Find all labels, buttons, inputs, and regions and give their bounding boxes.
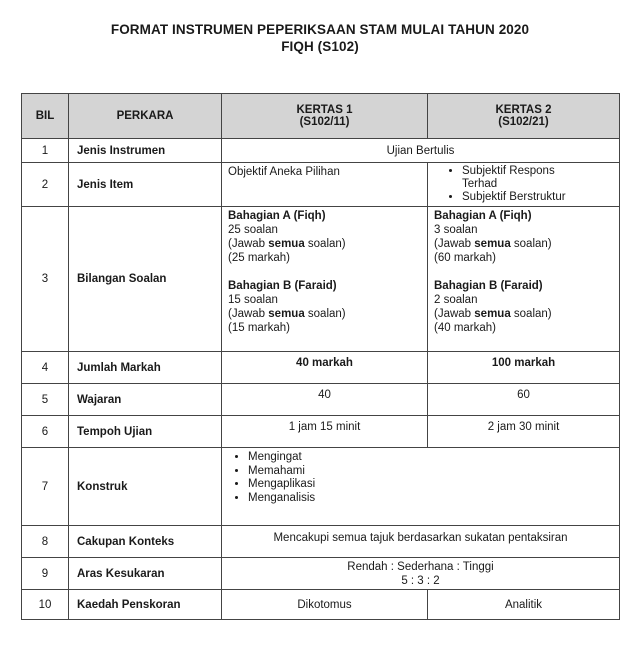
tempoh-ujian-kertas-2: 2 jam 30 minit	[428, 416, 620, 448]
jumlah-markah-kertas-2: 100 markah	[428, 352, 620, 384]
row-label: Wajaran	[69, 384, 222, 416]
row-label: Aras Kesukaran	[69, 558, 222, 590]
table-row	[22, 139, 620, 163]
row-number: 2	[22, 163, 69, 207]
row-label: Konstruk	[69, 448, 222, 526]
list-item: • Subjektif Berstruktur	[462, 191, 613, 204]
table-row	[22, 352, 620, 384]
row-label: Jenis Instrumen	[69, 139, 222, 163]
header-kertas-2-label: KERTAS 2	[495, 104, 552, 116]
answer-instruction: (Jawab semua soalan)	[434, 238, 552, 250]
row-label: Jumlah Markah	[69, 352, 222, 384]
table-row	[22, 448, 620, 526]
question-count: 3 soalan	[434, 224, 478, 236]
header-kertas-1-label: KERTAS 1	[296, 104, 353, 116]
row-number: 7	[22, 448, 69, 526]
tempoh-ujian-kertas-1: 1 jam 15 minit	[222, 416, 428, 448]
list-item: • Memahami	[248, 465, 613, 479]
answer-instruction: (Jawab semua soalan)	[434, 308, 552, 320]
difficulty-levels: Rendah : Sederhana : Tinggi	[347, 560, 494, 573]
table-row	[22, 416, 620, 448]
konstruk-list	[228, 451, 613, 505]
section-title: Bahagian A (Fiqh)	[434, 210, 532, 222]
bilangan-soalan-kertas-1	[222, 207, 428, 352]
jenis-item-list	[434, 165, 613, 204]
wajaran-kertas-2: 60	[428, 384, 620, 416]
table-row	[22, 590, 620, 620]
bilangan-soalan-kertas-2	[428, 207, 620, 352]
row-number: 3	[22, 207, 69, 352]
header-bil: BIL	[22, 94, 69, 139]
row-number: 1	[22, 139, 69, 163]
question-count: 2 soalan	[434, 294, 478, 306]
section-title: Bahagian A (Fiqh)	[228, 210, 326, 222]
row-number: 4	[22, 352, 69, 384]
header-kertas-2-code: (S102/21)	[498, 116, 549, 128]
row-label: Jenis Item	[69, 163, 222, 207]
header-kertas-2	[428, 94, 620, 139]
jenis-item-kertas-1: Objektif Aneka Pilihan	[222, 163, 428, 207]
header-kertas-1-code: (S102/11)	[299, 116, 350, 128]
section-marks: (60 markah)	[434, 252, 496, 264]
kaedah-penskoran-kertas-1: Dikotomus	[222, 590, 428, 620]
answer-instruction: (Jawab semua soalan)	[228, 238, 346, 250]
row-label: Tempoh Ujian	[69, 416, 222, 448]
row-number: 8	[22, 526, 69, 558]
list-item: • Mengingat	[248, 451, 613, 465]
row-label: Kaedah Penskoran	[69, 590, 222, 620]
answer-instruction: (Jawab semua soalan)	[228, 308, 346, 320]
wajaran-kertas-1: 40	[222, 384, 428, 416]
table-row	[22, 558, 620, 590]
table-header-row	[22, 94, 620, 139]
question-count: 25 soalan	[228, 224, 278, 236]
konstruk-value	[222, 448, 620, 526]
exam-format-table	[21, 93, 620, 620]
section-marks: (40 markah)	[434, 322, 496, 334]
table-row	[22, 526, 620, 558]
section-marks: (25 markah)	[228, 252, 290, 264]
header-kertas-1	[222, 94, 428, 139]
row-number: 9	[22, 558, 69, 590]
table-row	[22, 163, 620, 207]
difficulty-ratio: 5 : 3 : 2	[401, 574, 440, 587]
jenis-instrumen-value: Ujian Bertulis	[222, 139, 620, 163]
table-row	[22, 384, 620, 416]
row-label: Bilangan Soalan	[69, 207, 222, 352]
kaedah-penskoran-kertas-2: Analitik	[428, 590, 620, 620]
aras-kesukaran-value	[222, 558, 620, 590]
row-number: 5	[22, 384, 69, 416]
header-perkara: PERKARA	[69, 94, 222, 139]
row-label: Cakupan Konteks	[69, 526, 222, 558]
section-title: Bahagian B (Faraid)	[228, 280, 337, 292]
table-row	[22, 207, 620, 352]
jenis-item-kertas-2	[428, 163, 620, 207]
document-title: FORMAT INSTRUMEN PEPERIKSAAN STAM MULAI TAHUN 2020	[110, 22, 530, 37]
list-item: • Menganalisis	[248, 492, 613, 506]
section-title: Bahagian B (Faraid)	[434, 280, 543, 292]
list-item: • Mengaplikasi	[248, 478, 613, 492]
question-count: 15 soalan	[228, 294, 278, 306]
document-subtitle: FIQH (S102)	[281, 39, 359, 54]
row-number: 10	[22, 590, 69, 620]
section-marks: (15 markah)	[228, 322, 290, 334]
row-number: 6	[22, 416, 69, 448]
cakupan-konteks-value: Mencakupi semua tajuk berdasarkan sukatan pentaksiran	[222, 526, 620, 558]
jumlah-markah-kertas-1: 40 markah	[222, 352, 428, 384]
list-item: • Subjektif Respons Terhad	[462, 165, 613, 191]
